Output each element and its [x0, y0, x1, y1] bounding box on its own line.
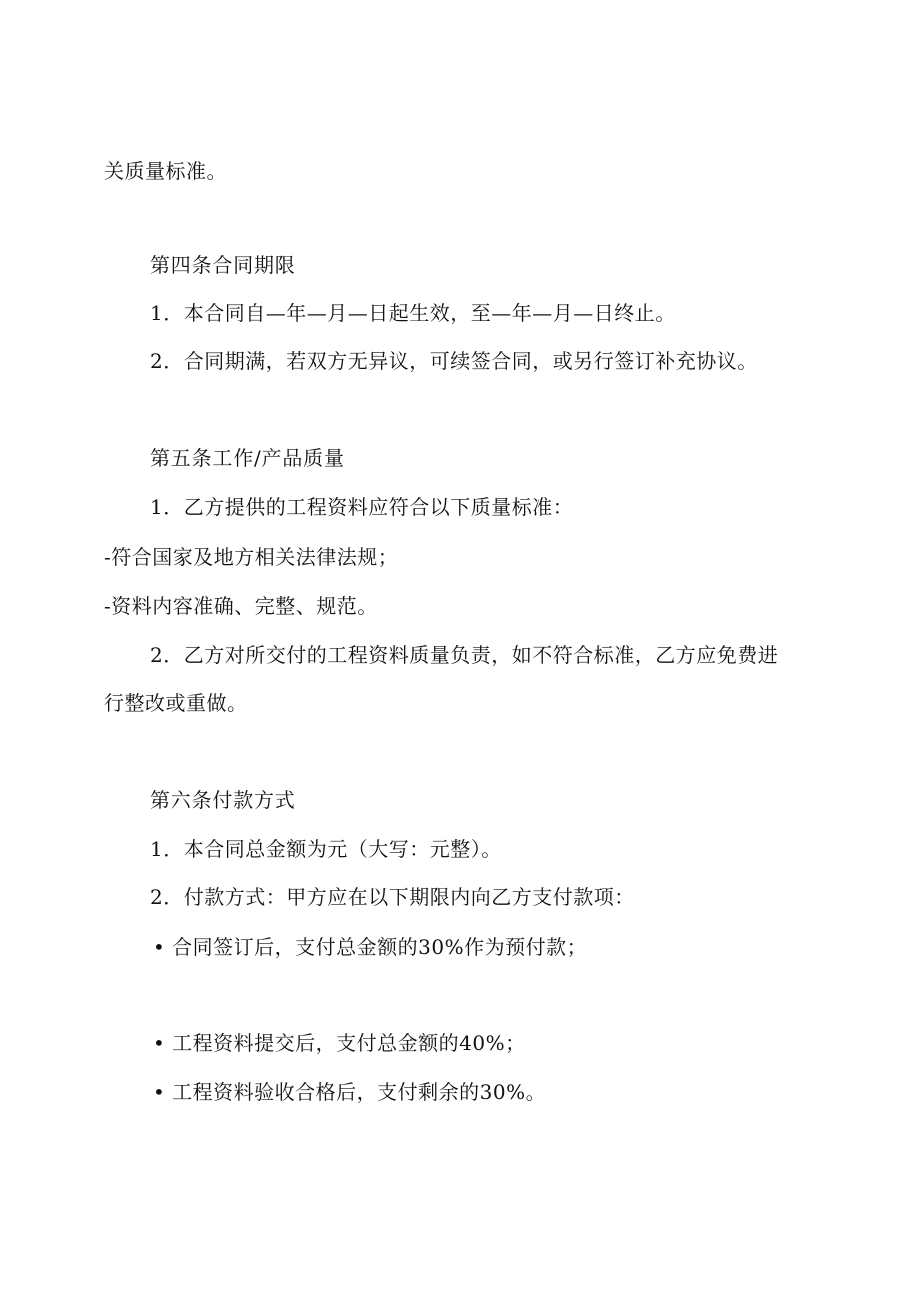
continuation-text: 关质量标准。 [104, 159, 227, 183]
section-6-heading: 第六条付款方式 [150, 788, 296, 812]
section-6-item-2: 2．付款方式：甲方应在以下期限内向乙方支付款项： [150, 885, 635, 909]
section-4-item-2: 2．合同期满，若双方无异议，可续签合同，或另行签订补充协议。 [150, 349, 758, 373]
section-4-item-1: 1．本合同自—年—月—日起生效，至—年—月—日终止。 [150, 301, 676, 325]
section-4-heading: 第四条合同期限 [150, 253, 296, 277]
section-6-item-1: 1．本合同总金额为元（大写：元整）。 [150, 837, 502, 861]
section-5-heading: 第五条工作/产品质量 [150, 446, 345, 470]
section-6-bullet-2: • 工程资料提交后，支付总金额的40%； [153, 1031, 526, 1055]
section-5-sub-2: -资料内容准确、完整、规范。 [104, 594, 378, 618]
section-6-bullet-3: • 工程资料验收合格后，支付剩余的30%。 [153, 1080, 547, 1104]
section-6-bullet-1: • 合同签订后，支付总金额的30%作为预付款； [153, 935, 588, 959]
section-5-item-2-line-1: 2．乙方对所交付的工程资料质量负责，如不符合标准，乙方应免费进 [150, 643, 779, 667]
section-5-item-2-line-2: 行整改或重做。 [104, 691, 248, 715]
section-5-sub-1: -符合国家及地方相关法律法规； [104, 545, 399, 569]
section-5-item-1: 1．乙方提供的工程资料应符合以下质量标准： [150, 495, 574, 519]
